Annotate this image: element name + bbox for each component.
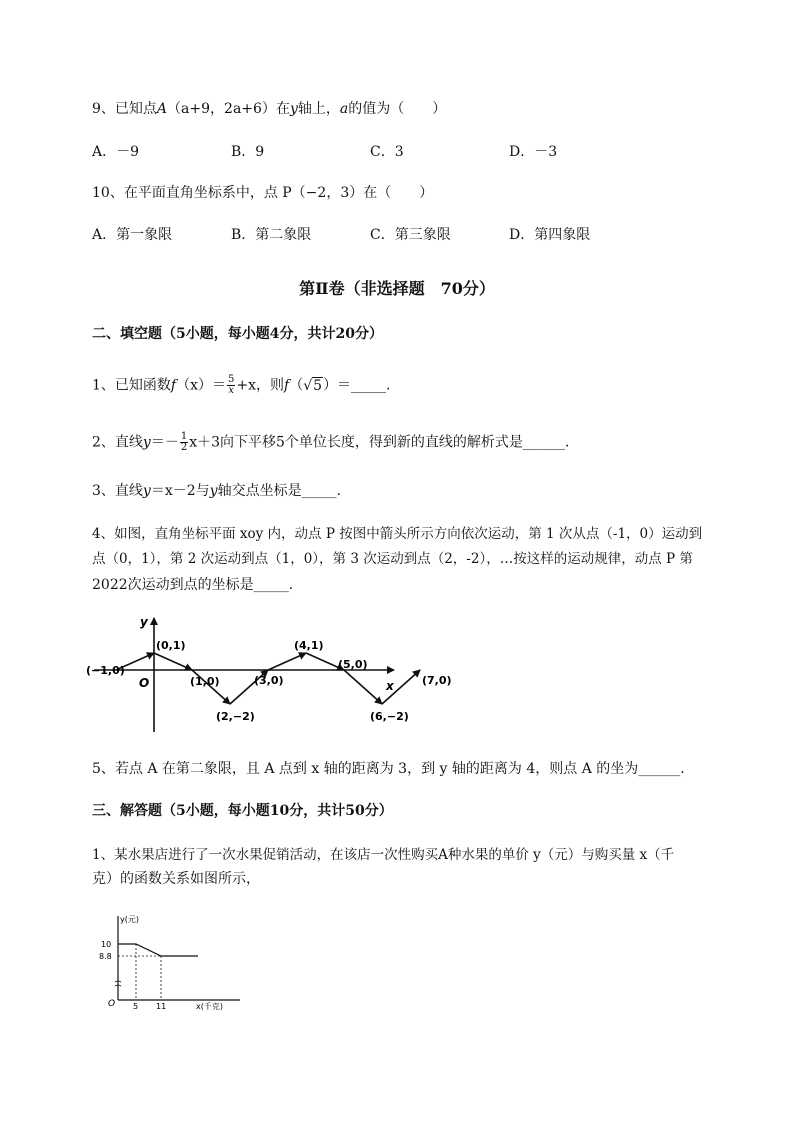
- price-ytick-10: 10: [101, 940, 112, 949]
- fill-question-1: [92, 375, 391, 396]
- fill-question-2: [92, 432, 569, 453]
- fq1-num: 5: [228, 374, 235, 385]
- question-9: [92, 100, 446, 118]
- origin-label: O: [139, 676, 150, 690]
- fq1-den: x: [228, 385, 235, 396]
- question-10: 10、在平面直角坐标系中，点 P（−2，3）在（ ）: [92, 185, 434, 201]
- q10-option-a: A．第一象限: [92, 227, 173, 243]
- fq2-fraction: [180, 432, 188, 453]
- fq2-y: y: [142, 434, 151, 451]
- fill-question-4-line1: 4、如图，直角坐标平面 xoy 内，动点 P 按图中箭头所示方向依次运动，第 1 次从点（-1，0）运动到: [92, 526, 703, 542]
- point-label-4: (2,−2): [216, 710, 255, 723]
- q9-option-b: B．9: [231, 144, 265, 160]
- fq1-fname: f: [170, 377, 177, 394]
- part2-heading: 第Ⅱ卷（非选择题 70分）: [299, 279, 495, 298]
- fq3-t3: 轴交点坐标是_____.: [217, 483, 342, 499]
- point-label-1: (−1,0): [86, 664, 125, 677]
- fq2-rest: x＋3向下平移5个单位长度，得到新的直线的解析式是______.: [189, 434, 570, 451]
- q9-coord: （a+9，2a+6）: [167, 101, 276, 117]
- q9-option-c: C．3: [370, 144, 404, 160]
- fq3-t1: 3、直线: [92, 483, 143, 499]
- fill-question-4-line2: 点（0，1），第 2 次运动到点（1，0），第 3 次运动到点（2，-2），…按这样的运动规律，动点 P 第: [92, 551, 693, 567]
- fq2-num: 1: [180, 431, 188, 442]
- solve-q1-line1: 1、某水果店进行了一次水果促销活动，在该店一次性购买A种水果的单价 y（元）与购买量 x（千: [92, 847, 675, 863]
- fq2-den: 2: [180, 442, 188, 453]
- fill-question-3: [92, 482, 341, 500]
- fq3-y2: y: [209, 483, 218, 499]
- q9-end: 的值为（ ）: [348, 101, 447, 117]
- q9-var: a: [339, 101, 349, 117]
- price-ytick-88: 8.8: [99, 952, 112, 961]
- point-label-5: (3,0): [254, 674, 284, 687]
- fq1-plus: +x，则: [236, 377, 285, 394]
- fill-question-4-line3: 2022次运动到点的坐标是_____.: [92, 577, 294, 593]
- motion-segment-2: [154, 653, 192, 670]
- solve-q1-line2: 克）的函数关系如图所示，: [92, 871, 260, 887]
- q9-prefix: 9、已知点: [92, 101, 157, 117]
- q9-option-a: A．－9: [92, 144, 140, 160]
- price-x-label: x(千克): [196, 1002, 223, 1011]
- point-label-9: (7,0): [422, 674, 452, 687]
- q9-point: A: [156, 101, 168, 117]
- price-line: [118, 944, 198, 956]
- q10-option-b: B．第二象限: [231, 227, 312, 243]
- price-y-label: y(元): [120, 915, 139, 924]
- q9-option-d: D．－3: [509, 144, 558, 160]
- fq1-fname2: f: [284, 377, 290, 394]
- fq1-fraction: [227, 375, 235, 396]
- q10-option-c: C．第三象限: [370, 227, 451, 243]
- fq2-prefix: 2、直线: [92, 434, 143, 451]
- q9-mid: 在: [275, 101, 290, 117]
- price-xtick-5: 5: [133, 1002, 139, 1011]
- fq2-eq: ＝－: [150, 434, 179, 451]
- q9-tail: 轴上，: [297, 101, 340, 117]
- fill-question-5: 5、若点 A 在第二象限，且 A 点到 x 轴的距离为 3，到 y 轴的距离为 4，则点 A 的坐为______.: [92, 761, 685, 777]
- fq3-y: y: [142, 483, 151, 499]
- solve-section-title: 三、解答题（5小题，每小题10分，共计50分）: [92, 803, 393, 819]
- motion-segment-7: [344, 670, 382, 704]
- point-label-3: (1,0): [190, 675, 220, 688]
- motion-figure: [86, 612, 452, 744]
- motion-segment-5: [268, 653, 306, 670]
- point-label-8: (6,−2): [370, 710, 409, 723]
- fq3-t2: ＝x－2与: [150, 483, 210, 499]
- point-label-2: (0,1): [156, 639, 186, 652]
- fq1-open: （: [289, 377, 304, 394]
- q9-axis: y: [289, 101, 298, 117]
- axis-x-label: x: [386, 679, 394, 693]
- axis-y-label: y: [140, 615, 148, 629]
- fq1-arg: （x）＝: [176, 377, 227, 394]
- fq1-close: ）＝_____.: [323, 377, 391, 394]
- price-origin: O: [108, 999, 116, 1009]
- point-label-6: (4,1): [294, 639, 324, 652]
- price-xtick-11: 11: [156, 1002, 167, 1011]
- q10-option-d: D．第四象限: [509, 227, 591, 243]
- fill-section-title: 二、填空题（5小题，每小题4分，共计20分）: [92, 326, 383, 342]
- fq1-prefix: 1、已知函数: [92, 377, 171, 394]
- fq1-sqrt: √5: [303, 377, 323, 394]
- point-label-7: (5,0): [338, 658, 368, 671]
- price-figure: [98, 910, 248, 1010]
- fq1-radicand: 5: [313, 377, 323, 394]
